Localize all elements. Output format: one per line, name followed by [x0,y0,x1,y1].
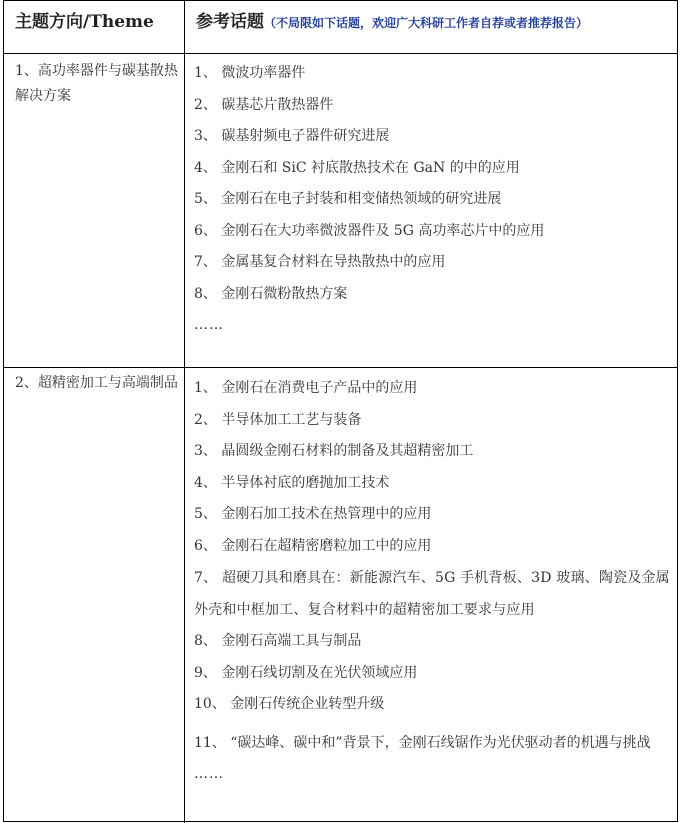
list-item: 3、 碳基射频电子器件研究进展 [194,128,390,144]
section-1-topic-list [194,58,674,342]
list-item: 6、 金刚石在大功率微波器件及 5G 高功率芯片中的应用 [194,222,545,239]
list-item: 10、 金刚石传统企业转型升级 [194,696,385,712]
section-1-theme: 1、高功率器件与碳基散热解决方案 [15,63,178,104]
list-item: 3、 晶圆级金刚石材料的制备及其超精密加工 [194,443,474,459]
list-item: 4、 金刚石和 SiC 衬底散热技术在 GaN 的中的应用 [194,159,520,176]
section-2-topic-list [194,373,674,790]
list-item: 9、 金刚石线切割及在光伏领域应用 [194,664,418,681]
list-item: 2、 半导体加工工艺与装备 [194,411,362,428]
section-row-divider [4,367,677,368]
section-2-theme: 2、超精密加工与高端制品 [15,375,178,391]
list-item: 1、 微波功率器件 [194,65,306,81]
list-item: 8、 金刚石微粉散热方案 [194,285,348,302]
column-header-topics [196,7,588,32]
list-item: 11、 “碳达峰、碳中和”背景下，金刚石线锯作为光伏驱动者的机遇与挑战 [194,734,651,751]
list-item: 8、 金刚石高端工具与制品 [194,633,362,649]
list-item: 5、 金刚石在电子封装和相变储热领域的研究进展 [194,191,502,207]
list-item: 7、 金属基复合材料在导热散热中的应用 [194,254,446,270]
header-row-divider [4,53,677,54]
list-item: 7、 超硬刀具和磨具在：新能源汽车、5G 手机背板、3D 玻璃、陶瓷及金属外壳和中框加工、复合材料中的超精密加工要求与应用 [194,570,670,618]
list-item: 6、 金刚石在超精密磨粒加工中的应用 [194,537,432,554]
list-item: 1、 金刚石在消费电子产品中的应用 [194,380,418,396]
column-header-topics-label: 参考话题 [196,12,264,32]
column-header-theme: 主题方向/Theme [15,12,154,32]
list-item: 4、 半导体衬底的磨抛加工技术 [194,474,390,491]
column-header-topics-note: （不局限如下话题，欢迎广大科研工作者自荐或者推荐报告） [264,16,589,30]
list-ellipsis: …… [194,317,224,333]
column-divider [184,1,185,823]
list-item: 2、 碳基芯片散热器件 [194,96,334,113]
list-item: 5、 金刚石加工技术在热管理中的应用 [194,506,432,522]
themes-table [3,0,678,822]
list-ellipsis: …… [194,765,224,782]
